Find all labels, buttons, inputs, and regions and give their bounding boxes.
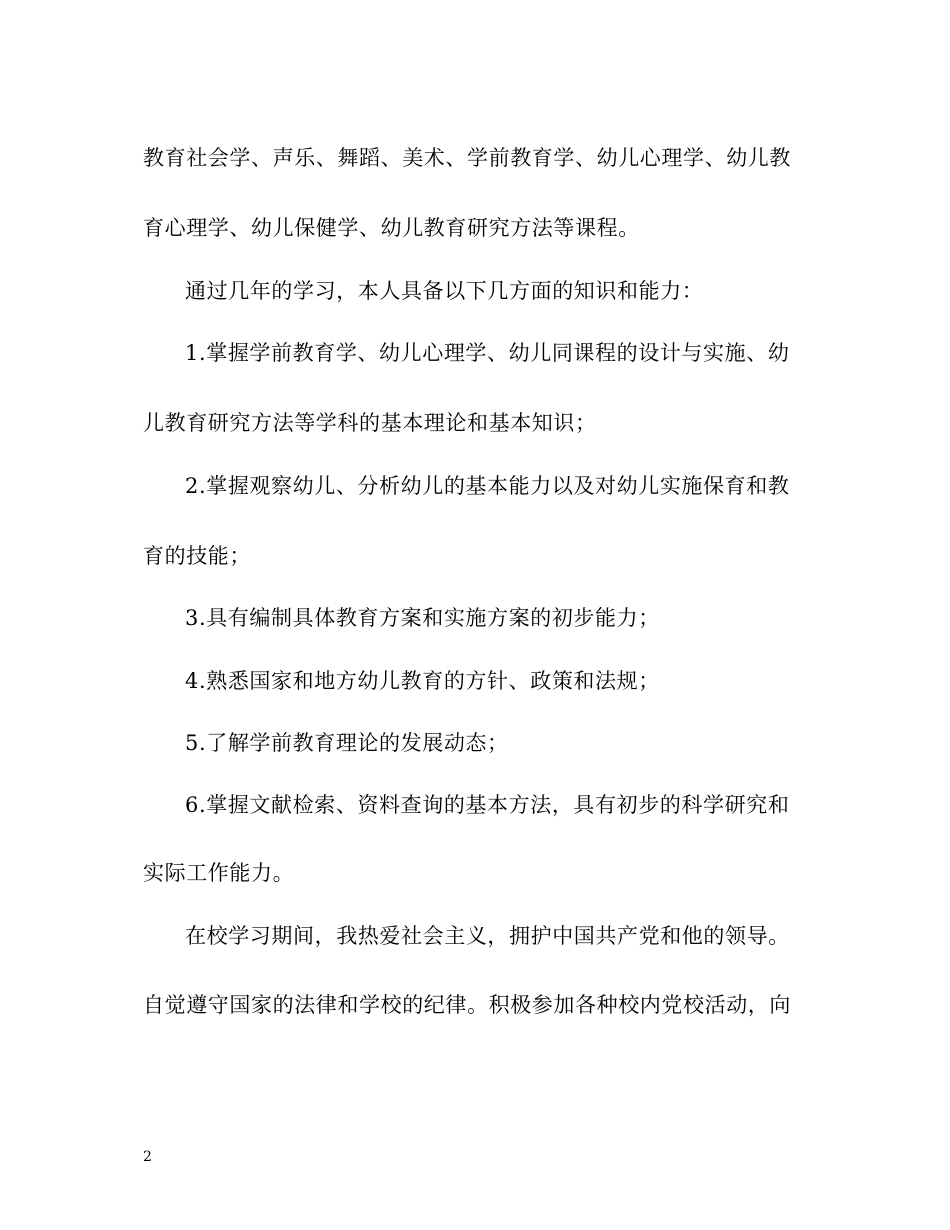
list-item-1: 1.掌握学前教育学、幼儿心理学、幼儿同课程的设计与实施、幼: [185, 341, 790, 365]
list-item-2: 2.掌握观察幼儿、分析幼儿的基本能力以及对幼儿实施保育和教: [185, 474, 790, 498]
page-number: 2: [143, 1149, 152, 1165]
list-item-5: 5.了解学前教育理论的发展动态；: [185, 731, 509, 755]
list-item-4: 4.熟悉国家和地方幼儿教育的方针、政策和法规；: [185, 669, 660, 693]
paragraph-line: 在校学习期间，我热爱社会主义，拥护中国共产党和他的领导。: [185, 924, 790, 948]
text-line: 自觉遵守国家的法律和学校的纪律。积极参加各种校内党校活动，向: [143, 993, 791, 1017]
paragraph-line: 通过几年的学习，本人具备以下几方面的知识和能力：: [185, 279, 704, 303]
text-line: 育的技能；: [143, 544, 251, 568]
text-line: 教育社会学、声乐、舞蹈、美术、学前教育学、幼儿心理学、幼儿教: [143, 146, 791, 170]
text-line: 育心理学、幼儿保健学、幼儿教育研究方法等课程。: [143, 216, 640, 240]
text-line: 儿教育研究方法等学科的基本理论和基本知识；: [143, 411, 597, 435]
list-item-3: 3.具有编制具体教育方案和实施方案的初步能力；: [185, 606, 660, 630]
text-line: 实际工作能力。: [143, 861, 295, 885]
list-item-6: 6.掌握文献检索、资料查询的基本方法，具有初步的科学研究和: [185, 793, 790, 817]
